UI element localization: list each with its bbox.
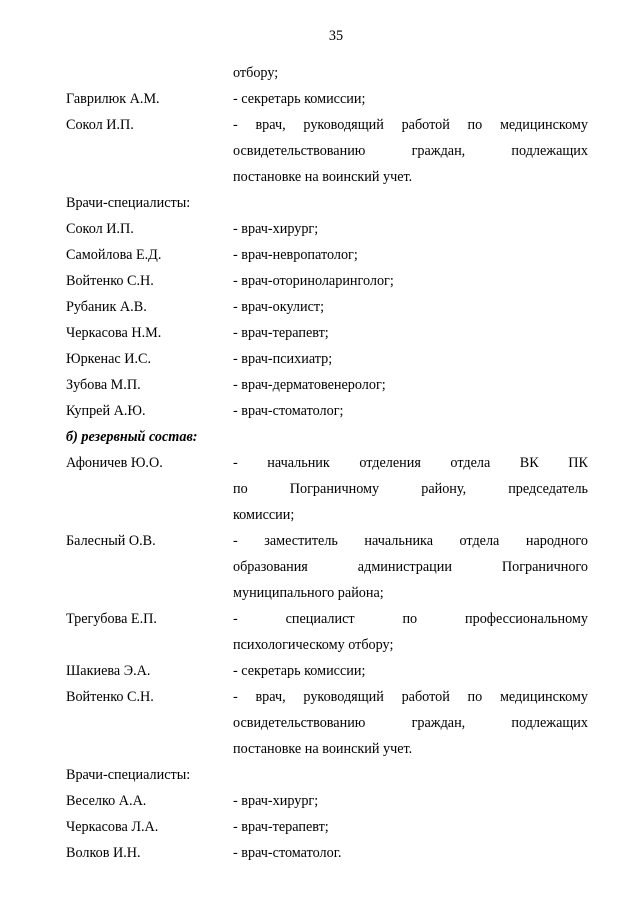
specialist-name: Рубаник А.В. xyxy=(66,299,147,315)
specialist-role: - врач-окулист; xyxy=(233,299,325,315)
member-row xyxy=(66,450,588,476)
member-role-line: муниципального района; xyxy=(233,585,384,601)
specialist-row xyxy=(66,372,588,398)
member-row xyxy=(66,528,588,554)
member-row-continuation xyxy=(66,502,588,528)
member-name: Трегубова Е.П. xyxy=(66,611,157,627)
reserve-heading: б) резервный состав: xyxy=(66,429,198,445)
document-body xyxy=(66,60,588,866)
member-role-line: - начальник отделения отдела ВК ПК xyxy=(233,455,588,471)
specialist-name: Волков И.Н. xyxy=(66,845,141,861)
member-name: Гаврилюк А.М. xyxy=(66,91,160,107)
specialist-role: - врач-терапевт; xyxy=(233,325,329,341)
member-role-line: освидетельствованию граждан, подлежащих xyxy=(233,143,588,159)
member-role-line: - заместитель начальника отдела народного xyxy=(233,533,588,549)
member-row-continuation xyxy=(66,164,588,190)
member-row-continuation xyxy=(66,580,588,606)
specialist-row xyxy=(66,268,588,294)
specialist-row xyxy=(66,814,588,840)
member-role-line: постановке на воинский учет. xyxy=(233,169,413,185)
specialist-row xyxy=(66,320,588,346)
member-role: - секретарь комиссии; xyxy=(233,663,366,679)
specialist-name: Веселко А.А. xyxy=(66,793,147,809)
specialist-row xyxy=(66,216,588,242)
member-role: - секретарь комиссии; xyxy=(233,91,366,107)
member-row xyxy=(66,658,588,684)
member-name: Афоничев Ю.О. xyxy=(66,455,163,471)
continuation-line: отбору; xyxy=(233,65,279,81)
specialist-row xyxy=(66,398,588,424)
page-number: 35 xyxy=(328,28,344,44)
section-heading: Врачи-специалисты: xyxy=(66,195,191,211)
member-name: Шакиева Э.А. xyxy=(66,663,151,679)
specialist-name: Сокол И.П. xyxy=(66,221,134,237)
specialist-role: - врач-хирург; xyxy=(233,221,319,237)
specialist-role: - врач-хирург; xyxy=(233,793,319,809)
specialist-role: - врач-оториноларинголог; xyxy=(233,273,394,289)
specialist-name: Черкасова Н.М. xyxy=(66,325,162,341)
member-role-line: - врач, руководящий работой по медицинскому xyxy=(233,117,588,133)
member-row xyxy=(66,606,588,632)
member-role-line: образования администрации Пограничного xyxy=(233,559,588,575)
specialist-row xyxy=(66,242,588,268)
specialist-row xyxy=(66,346,588,372)
member-row-continuation xyxy=(66,476,588,502)
member-name: Войтенко С.Н. xyxy=(66,689,154,705)
member-role-line: психологическому отбору; xyxy=(233,637,394,653)
specialist-row xyxy=(66,294,588,320)
member-row xyxy=(66,86,588,112)
member-role-line: - специалист по профессиональному xyxy=(233,611,588,627)
specialist-role: - врач-стоматолог. xyxy=(233,845,342,861)
specialist-name: Войтенко С.Н. xyxy=(66,273,154,289)
specialist-role: - врач-психиатр; xyxy=(233,351,333,367)
specialist-name: Зубова М.П. xyxy=(66,377,141,393)
member-role-line: постановке на воинский учет. xyxy=(233,741,413,757)
member-name: Сокол И.П. xyxy=(66,117,134,133)
specialist-role: - врач-стоматолог; xyxy=(233,403,344,419)
specialist-name: Юркенас И.С. xyxy=(66,351,152,367)
specialist-role: - врач-невропатолог; xyxy=(233,247,358,263)
specialist-name: Черкасова Л.А. xyxy=(66,819,159,835)
member-row-continuation xyxy=(66,138,588,164)
member-role-line: комиссии; xyxy=(233,507,295,523)
member-row-continuation xyxy=(66,736,588,762)
member-name: Балесный О.В. xyxy=(66,533,156,549)
specialist-row xyxy=(66,788,588,814)
member-row-continuation xyxy=(66,710,588,736)
member-row xyxy=(66,112,588,138)
member-row-continuation xyxy=(66,632,588,658)
specialist-role: - врач-дерматовенеролог; xyxy=(233,377,386,393)
specialist-name: Купрей А.Ю. xyxy=(66,403,146,419)
member-row-continuation xyxy=(66,554,588,580)
member-role-line: освидетельствованию граждан, подлежащих xyxy=(233,715,588,731)
member-role-line: по Пограничному району, председатель xyxy=(233,481,588,497)
member-role-line: - врач, руководящий работой по медицинскому xyxy=(233,689,588,705)
specialist-name: Самойлова Е.Д. xyxy=(66,247,162,263)
member-row xyxy=(66,684,588,710)
specialist-role: - врач-терапевт; xyxy=(233,819,329,835)
specialist-row xyxy=(66,840,588,866)
section-heading: Врачи-специалисты: xyxy=(66,767,191,783)
